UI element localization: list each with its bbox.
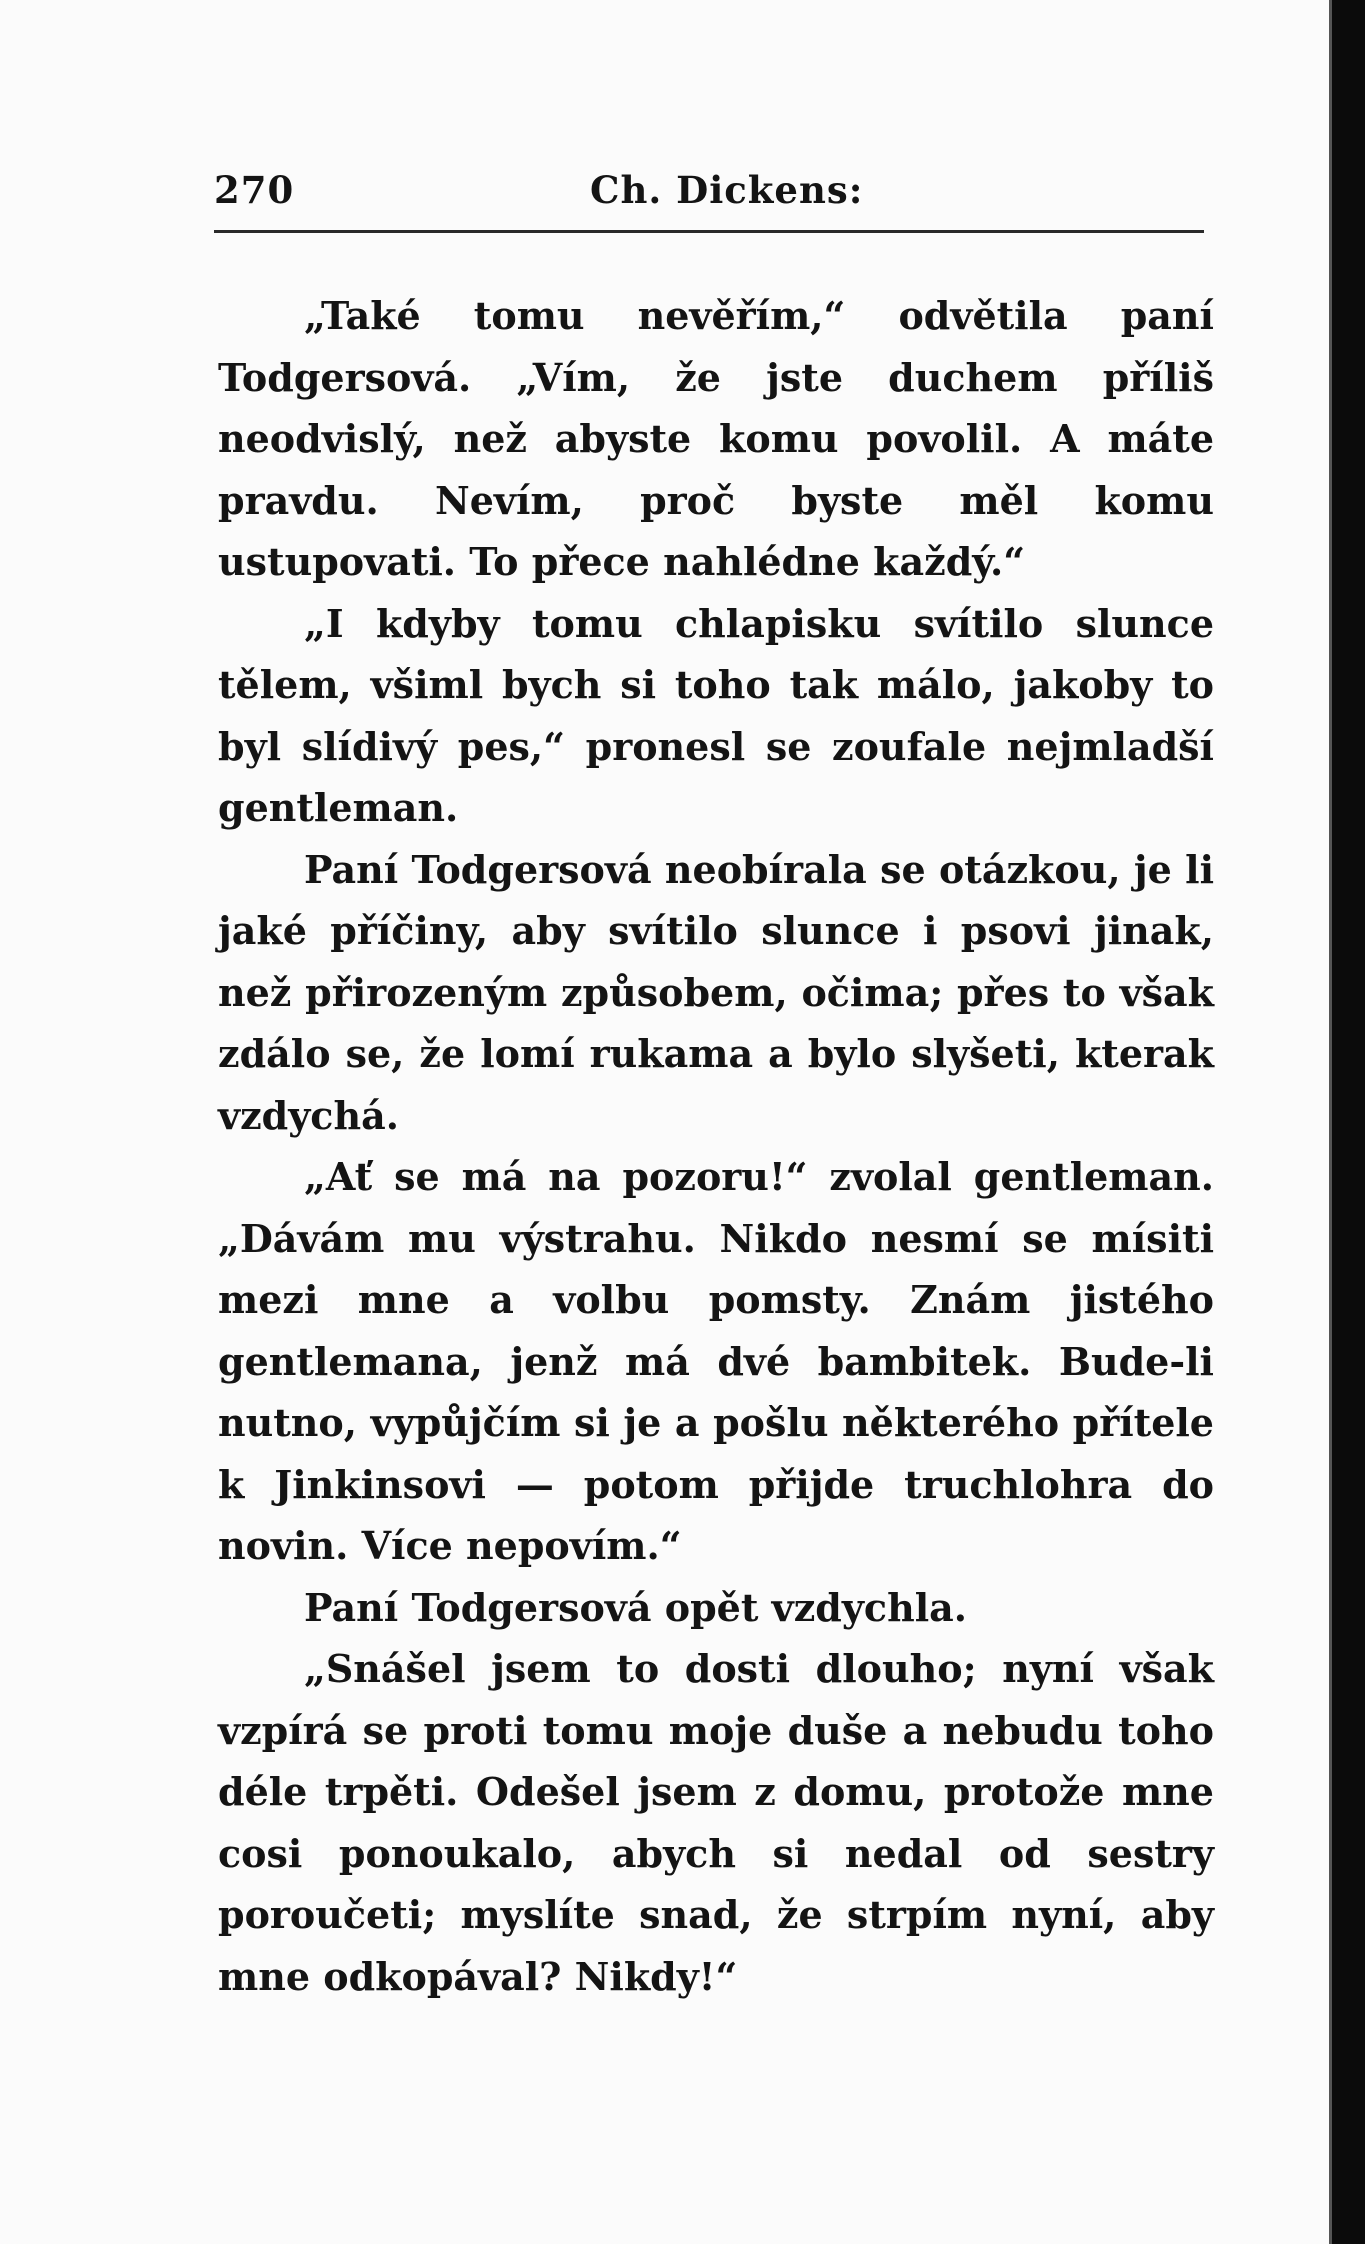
header-rule [214,230,1204,233]
running-head: Ch. Dickens: [590,168,864,212]
paragraph: „I kdyby tomu chlapisku svítilo slunce tělem, všiml bych si toho tak málo, jakoby to byl slídivý pes,“ pronesl se zoufale nejmladší gentleman. [218,600,1214,830]
paragraph: Paní Todgersová neobírala se otázkou, je li jaké příčiny, aby svítilo slunce i psovi jinak, než přirozeným způsobem, očima; přes to však zdálo se, že lomí rukama a bylo slyšeti, kterak vzdychá. [218,846,1214,1138]
paragraph: „Snášel jsem to dosti dlouho; nyní však vzpírá se proti tomu moje duše a nebudu toho déle trpěti. Odešel jsem z domu, protože mne cosi ponoukalo, abych si nedal od sestry poroučeti; myslíte snad, že strpím nyní, aby mne odkopával? Nikdy!“ [218,1646,1214,1999]
page-header [214,168,1204,218]
scan-border [1332,0,1365,2244]
body-text [218,285,1214,2007]
paragraph: Paní Todgersová opět vzdychla. [304,1584,967,1630]
page-number: 270 [214,168,295,212]
paragraph: „Ať se má na pozoru!“ zvolal gentleman. „Dávám mu výstrahu. Nikdo nesmí se mísiti mezi mne a volbu pomsty. Znám jistého gentlemana, jenž má dvé bambitek. Bude-li nutno, vypůjčím si je a pošlu některého přítele k Jinkinsovi — potom přijde truchlohra do novin. Více nepovím.“ [218,1154,1214,1568]
paragraph: „Také tomu nevěřím,“ odvětila paní Todgersová. „Vím, že jste duchem příliš neodvislý, než abyste komu povolil. A máte pravdu. Nevím, proč byste měl komu ustupovati. To přece nahlédne každý.“ [218,293,1214,584]
